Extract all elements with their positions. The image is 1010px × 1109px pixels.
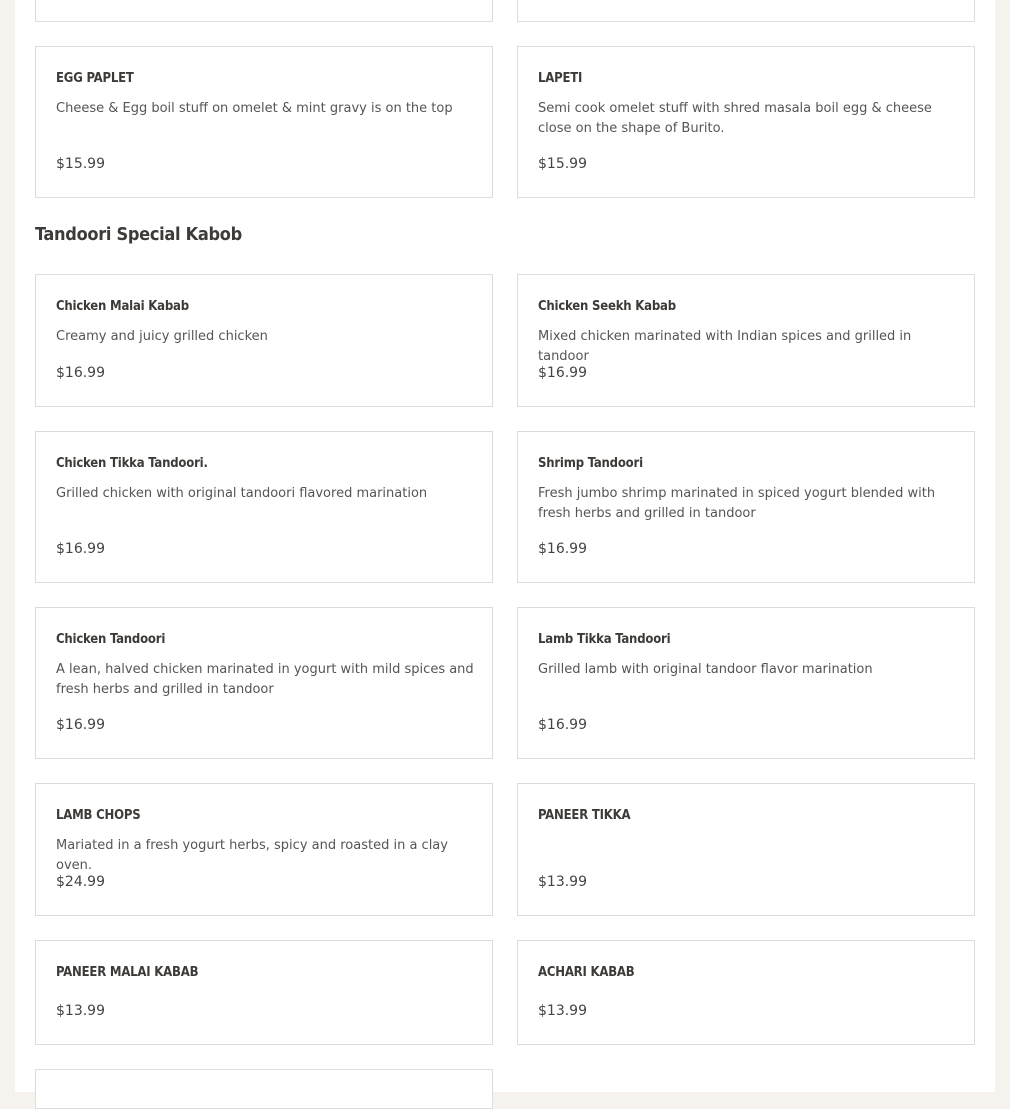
menu-item-name: PANEER MALAI KABAB — [56, 965, 199, 980]
menu-item-card-partial[interactable] — [35, 1069, 493, 1109]
menu-item-name: Chicken Tandoori — [56, 632, 166, 647]
menu-item-card[interactable] — [35, 607, 493, 759]
menu-item-description: Cheese & Egg boil stuff on omelet & mint gravy is on the top — [56, 101, 453, 116]
menu-item-card[interactable] — [35, 46, 493, 198]
menu-item-name: Lamb Tikka Tandoori — [538, 632, 671, 647]
menu-item-card-partial[interactable] — [517, 0, 975, 22]
menu-item-description: Semi cook omelet stuff with shred masala boil egg & cheese close on the shape of Burito. — [538, 101, 932, 136]
menu-item-description: Grilled chicken with original tandoori flavored marination — [56, 486, 428, 501]
menu-item-price: $16.99 — [56, 541, 105, 557]
menu-item-card[interactable] — [35, 274, 493, 407]
menu-item-description: Mariated in a fresh yogurt herbs, spicy and roasted in a clay oven. — [56, 838, 448, 873]
menu-item-description: Creamy and juicy grilled chicken — [56, 329, 268, 344]
menu-item-price: $15.99 — [538, 156, 587, 172]
menu-item-name: LAMB CHOPS — [56, 808, 141, 823]
menu-item-card[interactable] — [517, 607, 975, 759]
menu-item-price: $16.99 — [538, 541, 587, 557]
menu-item-price: $16.99 — [56, 365, 105, 381]
menu-item-price: $16.99 — [538, 365, 587, 381]
menu-item-name: Shrimp Tandoori — [538, 456, 643, 471]
menu-item-description: Fresh jumbo shrimp marinated in spiced yogurt blended with fresh herbs and grilled in tandoor — [538, 486, 936, 521]
menu-item-name: Chicken Seekh Kabab — [538, 299, 676, 314]
menu-item-name: Chicken Tikka Tandoori. — [56, 456, 208, 471]
menu-item-card[interactable] — [517, 783, 975, 916]
menu-item-card[interactable] — [517, 940, 975, 1045]
menu-item-description: A lean, halved chicken marinated in yogurt with mild spices and fresh herbs and grilled in tandoor — [56, 662, 474, 697]
menu-item-card-partial[interactable] — [35, 0, 493, 22]
menu-item-price: $16.99 — [538, 717, 587, 733]
menu-item-description: Grilled lamb with original tandoor flavor marination — [538, 662, 873, 677]
menu-item-price: $15.99 — [56, 156, 105, 172]
menu-item-card[interactable] — [517, 431, 975, 583]
menu-item-card[interactable] — [35, 940, 493, 1045]
menu-item-name: Chicken Malai Kabab — [56, 299, 189, 314]
menu-item-description: Mixed chicken marinated with Indian spices and grilled in tandoor — [538, 329, 912, 364]
menu-item-price: $13.99 — [538, 874, 587, 890]
menu-item-price: $13.99 — [56, 1003, 105, 1019]
menu-item-name: PANEER TIKKA — [538, 808, 631, 823]
menu-item-name: LAPETI — [538, 71, 583, 86]
section-title: Tandoori Special Kabob — [35, 224, 242, 245]
menu-page — [15, 0, 995, 1092]
menu-item-card[interactable] — [35, 783, 493, 916]
menu-item-card[interactable] — [517, 46, 975, 198]
menu-item-price: $16.99 — [56, 717, 105, 733]
menu-item-card[interactable] — [517, 274, 975, 407]
menu-item-name: EGG PAPLET — [56, 71, 134, 86]
menu-item-price: $24.99 — [56, 874, 105, 890]
menu-item-price: $13.99 — [538, 1003, 587, 1019]
menu-item-name: ACHARI KABAB — [538, 965, 635, 980]
menu-item-card[interactable] — [35, 431, 493, 583]
